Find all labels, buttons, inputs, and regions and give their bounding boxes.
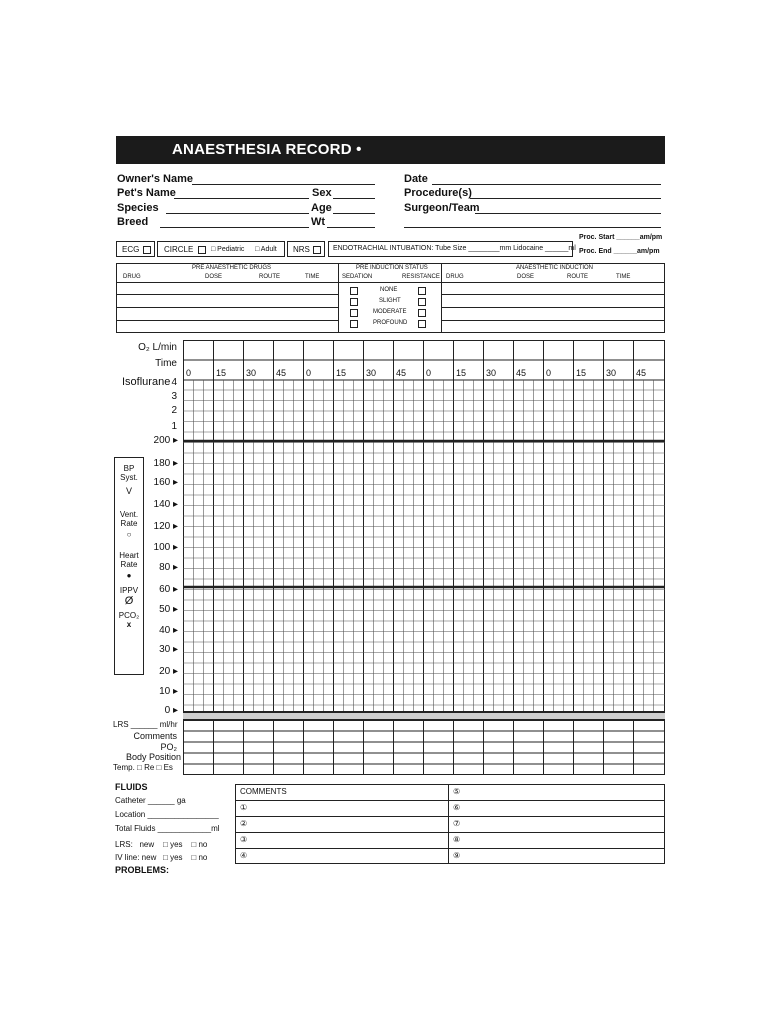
comment-slot[interactable]: ④ [240, 851, 248, 860]
legend-vent: Vent. [119, 510, 139, 519]
y-tick-label: 50 ▸ [159, 604, 178, 615]
time-tick-label: 45 [276, 368, 287, 378]
breed-label: Breed [117, 216, 149, 228]
y-tick-label: 100 ▸ [153, 542, 178, 553]
nrs-checkbox[interactable] [313, 246, 321, 254]
level-none: NONE [380, 287, 398, 293]
level-profound: PROFOUND [373, 320, 408, 326]
comment-slot[interactable]: ③ [240, 835, 248, 844]
legend-dot-symbol: ● [126, 571, 132, 580]
y-tick-label: 60 ▸ [159, 584, 178, 595]
wt-field[interactable] [327, 227, 375, 228]
pre-drug-col: DRUG [123, 274, 141, 280]
resistance-none-checkbox[interactable] [418, 287, 426, 295]
comment-slot[interactable]: ⑨ [453, 851, 461, 860]
age-field[interactable] [333, 213, 375, 214]
legend-x-symbol: x [126, 620, 132, 629]
po2-row-label: PO₂ [160, 742, 177, 752]
resistance-col: RESISTANCE [402, 274, 440, 280]
procedures-label: Procedure(s) [404, 187, 472, 199]
ind-time-col: TIME [616, 274, 631, 280]
time-tick-label: 45 [516, 368, 527, 378]
title-bar [116, 136, 665, 164]
comments-row-label: Comments [133, 731, 177, 741]
resistance-slight-checkbox[interactable] [418, 298, 426, 306]
time-tick-label: 15 [456, 368, 467, 378]
legend-v-symbol: V [125, 486, 132, 496]
procedures-extra-field[interactable] [404, 227, 661, 228]
legend-heart-rate: Rate [120, 560, 138, 569]
ind-drug-col: DRUG [446, 274, 464, 280]
y-tick-label: 10 ▸ [159, 686, 178, 697]
sedation-profound-checkbox[interactable] [350, 320, 358, 328]
problems-label: PROBLEMS: [115, 865, 169, 875]
time-tick-label: 45 [396, 368, 407, 378]
date-field[interactable] [432, 184, 661, 185]
pediatric-option[interactable]: □ Pediatric [211, 246, 245, 253]
comment-slot[interactable]: ⑦ [453, 819, 461, 828]
species-field[interactable] [166, 213, 309, 214]
time-tick-label: 0 [306, 368, 312, 378]
species-label: Species [117, 202, 159, 214]
ind-dose-col: DOSE [517, 274, 535, 280]
baseline-band [183, 712, 665, 720]
lrs-rate-label: LRS ______ ml/hr [113, 720, 178, 729]
iso-level: 2 [171, 405, 177, 416]
comment-slot[interactable]: ⑥ [453, 803, 461, 812]
time-label: Time [155, 358, 177, 369]
ivline-option[interactable]: IV line: new □ yes □ no [115, 853, 208, 862]
circle-box [157, 241, 285, 257]
catheter-field[interactable]: Catheter ______ ga [115, 796, 186, 805]
proc-end[interactable]: Proc. End ______am/pm [579, 248, 660, 255]
legend-syst: Syst. [120, 473, 138, 482]
legend-circle-symbol: ○ [126, 530, 132, 539]
body-position-label: Body Position [126, 752, 182, 762]
ecg-box[interactable] [116, 241, 155, 257]
surgeon-field[interactable] [475, 213, 661, 214]
legend-bp: BP [123, 464, 135, 473]
time-tick-label: 45 [636, 368, 647, 378]
intubation-box[interactable] [328, 241, 576, 257]
owner-field[interactable] [192, 184, 375, 185]
comment-slot[interactable]: ① [240, 803, 248, 812]
time-tick-label: 0 [546, 368, 552, 378]
time-tick-label: 30 [486, 368, 497, 378]
procedures-field[interactable] [470, 198, 661, 199]
breed-field[interactable] [160, 227, 309, 228]
time-tick-label: 0 [426, 368, 432, 378]
y-tick-label: 80 ▸ [159, 562, 178, 573]
level-slight: SLIGHT [379, 298, 401, 304]
time-tick-label: 0 [186, 368, 192, 378]
time-tick-label: 15 [576, 368, 587, 378]
pre-induction-title: PRE INDUCTION STATUS [356, 265, 428, 271]
comment-slot[interactable]: ② [240, 819, 248, 828]
comment-slot[interactable]: ⑤ [453, 787, 461, 796]
wt-label: Wt [311, 216, 326, 228]
comment-slot[interactable]: ⑧ [453, 835, 461, 844]
pet-field[interactable] [174, 198, 309, 199]
circle-checkbox[interactable] [198, 246, 206, 254]
lrs-option[interactable]: LRS: new □ yes □ no [115, 840, 208, 849]
date-label: Date [404, 173, 428, 185]
time-tick-label: 30 [366, 368, 377, 378]
time-tick-label: 15 [216, 368, 227, 378]
legend-ippv: IPPV [119, 586, 139, 595]
iso-level: 1 [171, 421, 177, 432]
ecg-checkbox[interactable] [143, 246, 151, 254]
y-tick-label: 160 ▸ [153, 477, 178, 488]
sedation-none-checkbox[interactable] [350, 287, 358, 295]
iso-level: 3 [171, 391, 177, 402]
y-tick-label: 200 ▸ [153, 435, 178, 446]
y-tick-label: 40 ▸ [159, 625, 178, 636]
y-tick-label: 140 ▸ [153, 499, 178, 510]
ecg-label: ECG [122, 245, 140, 254]
owner-label: Owner's Name [117, 173, 193, 185]
legend-box [114, 457, 144, 675]
sex-label: Sex [312, 187, 332, 199]
intubation-label: ENDOTRACHIAL INTUBATION: Tube Size ________mm Lidocaine ______ml [333, 245, 576, 252]
grid-lines [183, 340, 665, 775]
pre-time-col: TIME [305, 274, 320, 280]
y-tick-label: 0 ▸ [164, 705, 178, 716]
monitoring-grid[interactable] [183, 340, 665, 775]
y-tick-label: 30 ▸ [159, 644, 178, 655]
circle-label: CIRCLE [164, 245, 194, 254]
total-fluids-field[interactable]: Total Fluids ____________ml [115, 824, 220, 833]
legend-slash-symbol: Ø [124, 595, 134, 607]
fluids-title: FLUIDS [115, 782, 148, 792]
adult-option[interactable]: □ Adult [255, 246, 277, 253]
pre-route-col: ROUTE [259, 274, 280, 280]
y-tick-label: 20 ▸ [159, 666, 178, 677]
ind-route-col: ROUTE [567, 274, 588, 280]
proc-start[interactable]: Proc. Start ______am/pm [579, 234, 663, 241]
temp-label: Temp. □ Re □ Es [113, 763, 173, 772]
sedation-slight-checkbox[interactable] [350, 298, 358, 306]
legend-heart: Heart [119, 551, 139, 560]
o2-label: O₂ L/min [138, 342, 177, 353]
age-label: Age [311, 202, 332, 214]
time-tick-label: 15 [336, 368, 347, 378]
pre-anaesthetic-title: PRE ANAESTHETIC DRUGS [192, 265, 272, 271]
comments-header: COMMENTS [240, 787, 287, 796]
nrs-label: NRS [293, 245, 310, 254]
surgeon-label: Surgeon/Team [404, 202, 480, 214]
page-title: ANAESTHESIA RECORD • [172, 141, 362, 158]
sex-field[interactable] [333, 198, 375, 199]
nrs-box[interactable] [287, 241, 325, 257]
time-tick-label: 30 [606, 368, 617, 378]
comments-table [235, 784, 665, 864]
pet-label: Pet's Name [117, 187, 176, 199]
location-field[interactable]: Location ________________ [115, 810, 219, 819]
induction-title: ANAESTHETIC INDUCTION [516, 265, 594, 271]
legend-pco2: PCO₂ [118, 611, 140, 620]
level-moderate: MODERATE [373, 309, 407, 315]
y-tick-label: 120 ▸ [153, 521, 178, 532]
legend-vent-rate: Rate [120, 519, 138, 528]
resistance-profound-checkbox[interactable] [418, 320, 426, 328]
pre-dose-col: DOSE [205, 274, 223, 280]
sedation-col: SEDATION [342, 274, 373, 280]
y-tick-label: 180 ▸ [153, 458, 178, 469]
sedation-moderate-checkbox[interactable] [350, 309, 358, 317]
isoflurane-label: Isoflurane [122, 376, 171, 388]
resistance-moderate-checkbox[interactable] [418, 309, 426, 317]
time-tick-label: 30 [246, 368, 257, 378]
iso-level: 4 [171, 377, 177, 388]
